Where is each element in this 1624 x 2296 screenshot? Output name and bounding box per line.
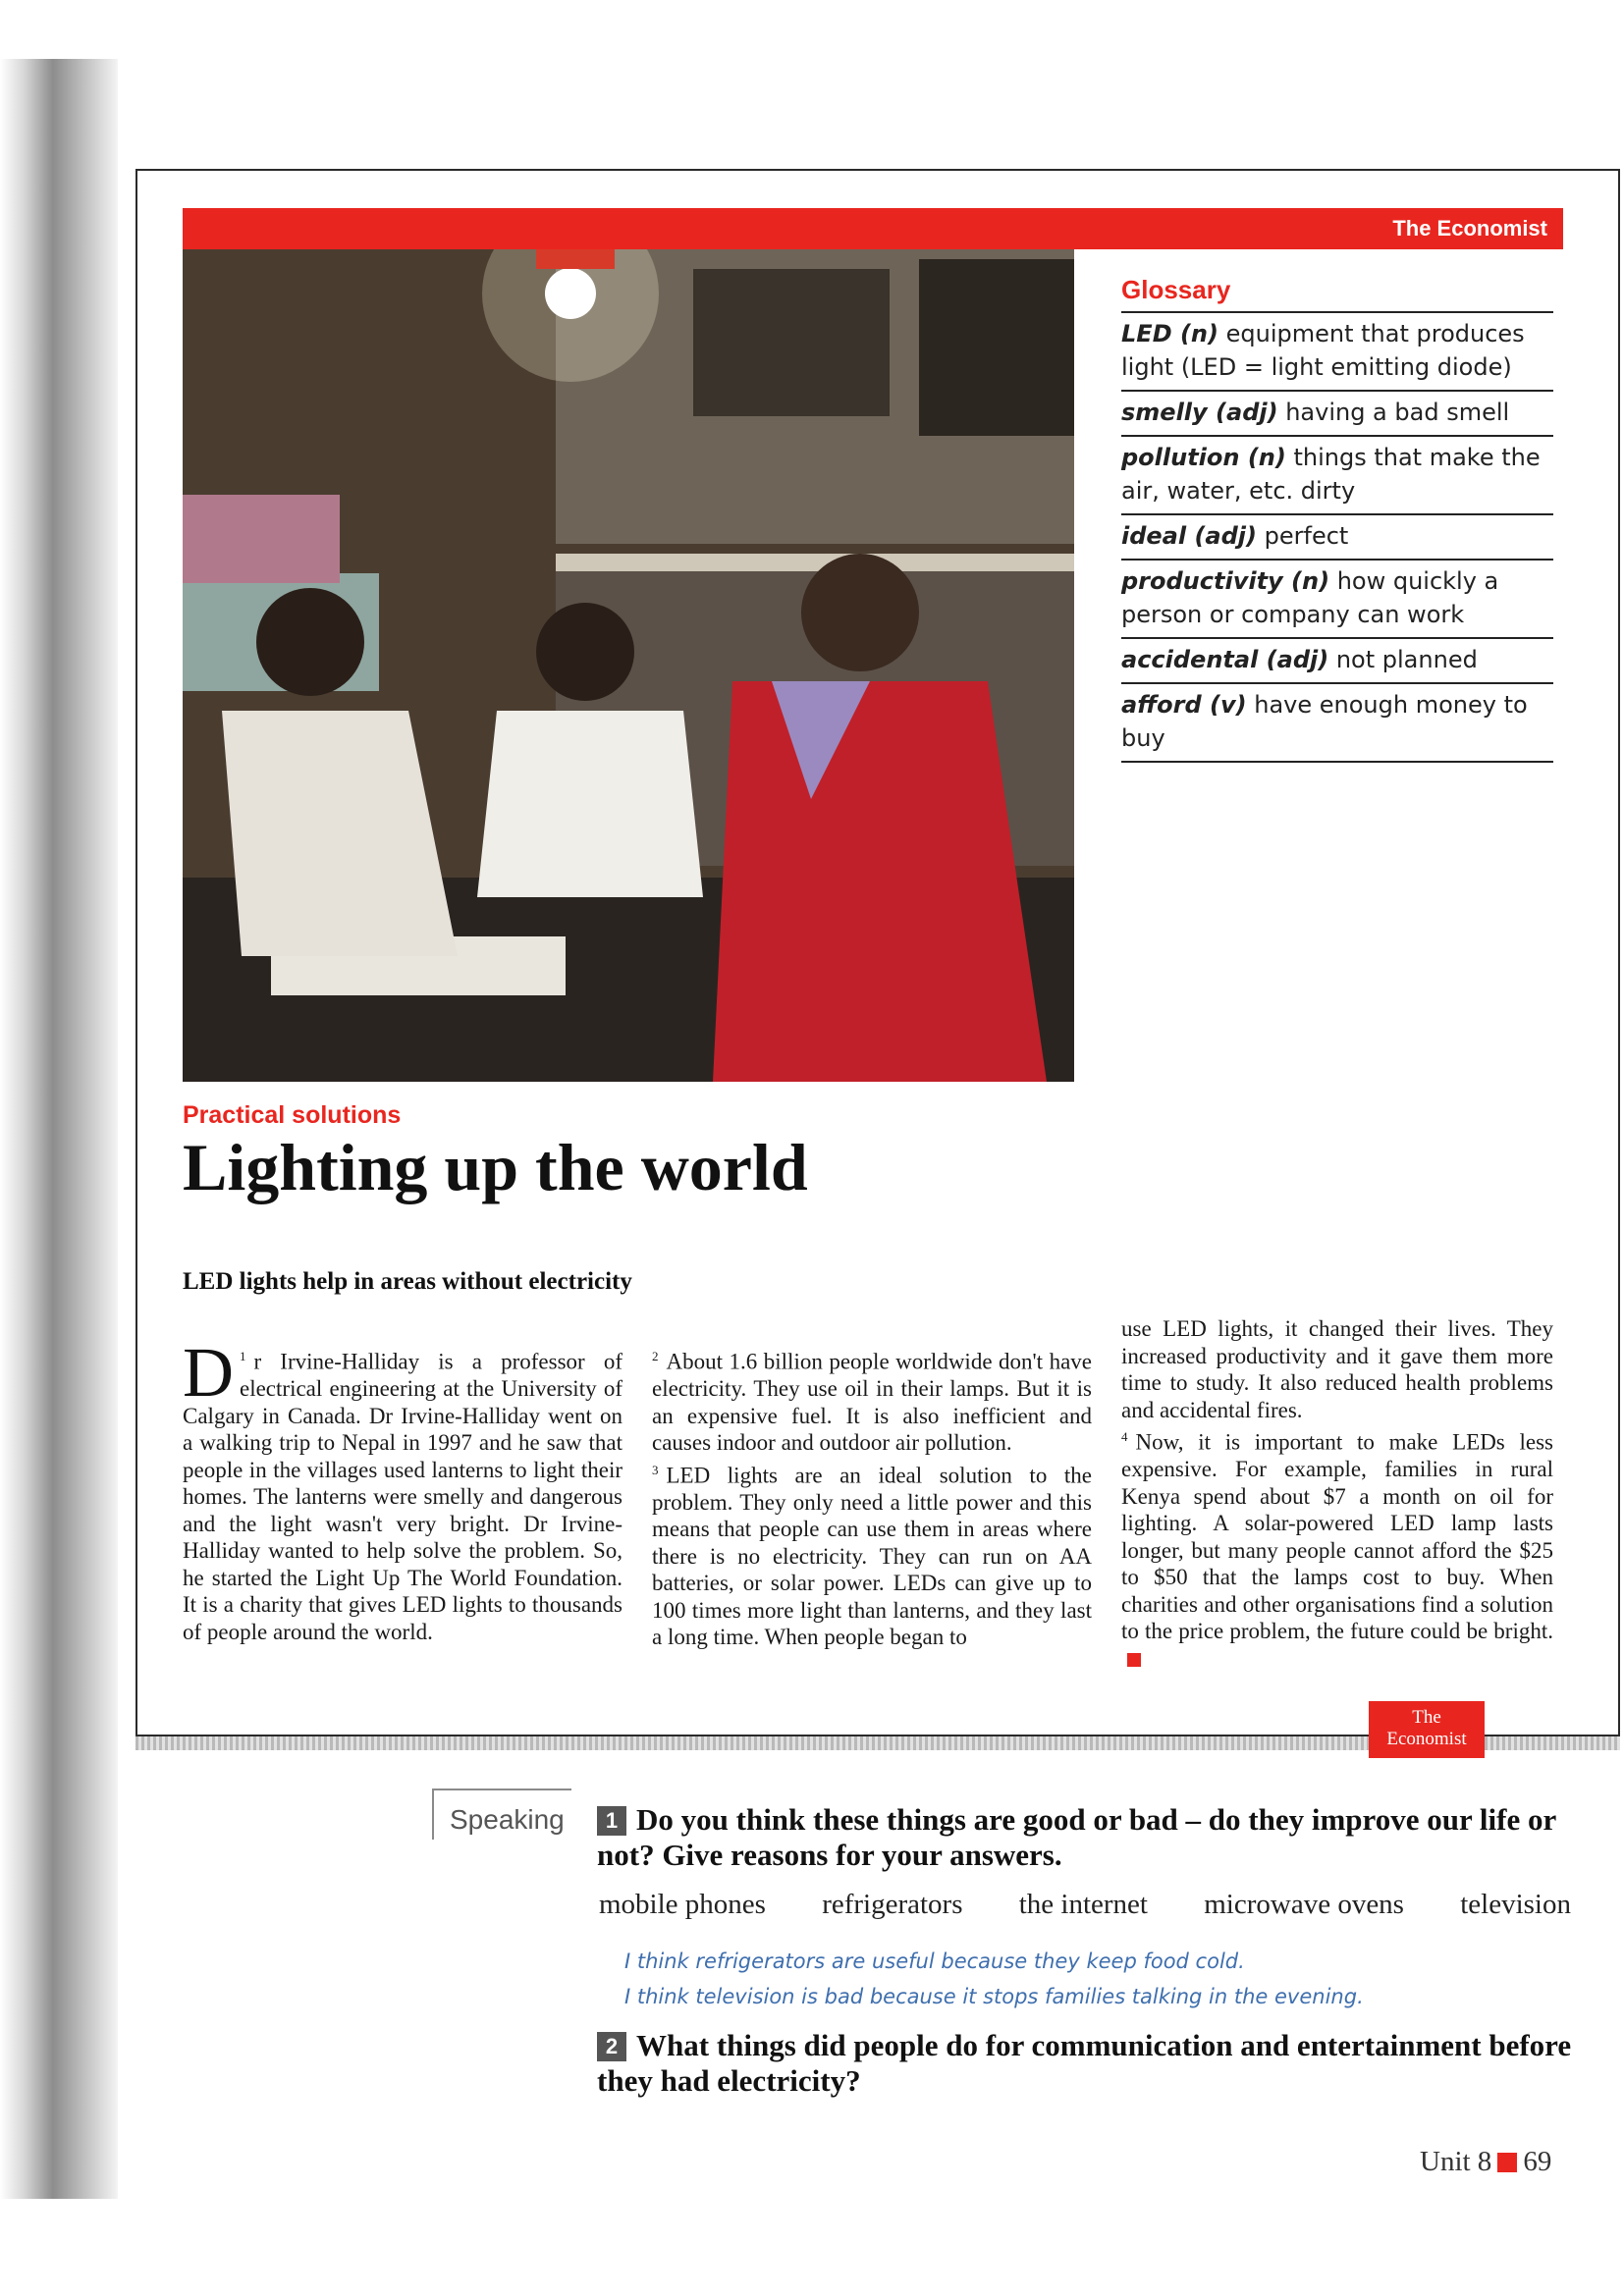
logo-line: Economist: [1386, 1729, 1467, 1749]
glossary-entry: [1121, 515, 1553, 561]
glossary-definition: equipment that produces light (LED = light emitting diode): [1121, 320, 1525, 381]
paragraph-text: use LED lights, it changed their lives. They increased productivity and it gave them more time to study. It also reduced health problems and accidental fires.: [1121, 1316, 1553, 1422]
discussion-item: refrigerators: [822, 1889, 963, 1920]
discussion-item: mobile phones: [599, 1889, 766, 1920]
paragraph-text: About 1.6 billion people worldwide don't have electricity. They use oil in their lamps. But it is an expensive fuel. It is also inefficient and causes indoor and outdoor air pollution.: [652, 1349, 1092, 1456]
glossary-entry: [1121, 437, 1553, 515]
glossary-term: afford (v): [1121, 691, 1247, 719]
glossary-term: pollution (n): [1121, 444, 1286, 471]
discussion-item: microwave ovens: [1204, 1889, 1404, 1920]
book-spine-shadow: [0, 59, 118, 2199]
end-mark-icon: [1127, 1653, 1141, 1667]
speaking-label: Speaking: [450, 1804, 565, 1835]
glossary-definition: things that make the air, water, etc. dirty: [1121, 444, 1541, 505]
economist-logo: [1369, 1701, 1485, 1758]
question-text: Do you think these things are good or bad – do they improve our life or not? Give reasons for your answers.: [597, 1802, 1556, 1872]
glossary-entry: [1121, 392, 1553, 437]
square-bullet-icon: [1497, 2153, 1517, 2172]
photo-icon: [183, 249, 1074, 1082]
article-kicker: Practical solutions: [183, 1101, 402, 1129]
discussion-item: television: [1460, 1889, 1571, 1920]
paragraph-4: [1121, 1423, 1553, 1672]
drop-cap: D: [183, 1333, 234, 1412]
glossary-entry: [1121, 313, 1553, 392]
glossary-term: LED (n): [1121, 320, 1218, 347]
glossary-title: Glossary: [1121, 275, 1553, 313]
paragraph-number: 1: [240, 1349, 246, 1363]
glossary-definition: how quickly a person or company can work: [1121, 567, 1499, 628]
glossary-definition: not planned: [1328, 646, 1478, 673]
paragraph-number: 2: [652, 1349, 659, 1363]
article-photo: [183, 249, 1074, 1082]
glossary-entry: [1121, 561, 1553, 639]
paragraph-text: LED lights are an ideal solution to the problem. They only need a little power and this means that people can use them in areas where there is no electricity. They can run on AA batteries, or solar power. LEDs can give up to 100 times more light than lanterns, and they last a long time. When people began to: [652, 1463, 1092, 1650]
glossary-definition: having a bad smell: [1277, 399, 1510, 426]
example-answer: I think refrigerators are useful because they keep food cold.: [624, 1949, 1245, 1973]
unit-label: Unit 8: [1420, 2146, 1492, 2177]
example-answers: [624, 1944, 1364, 2014]
glossary-term: accidental (adj): [1121, 646, 1329, 673]
paragraph-3: [652, 1457, 1092, 1651]
glossary-definition: have enough money to buy: [1121, 691, 1528, 752]
glossary-term: ideal (adj): [1121, 522, 1257, 550]
discussion-items: [599, 1889, 1571, 1921]
question-number: 2: [597, 2032, 626, 2061]
page-number: 69: [1523, 2146, 1552, 2177]
question-number: 1: [597, 1806, 626, 1836]
article-headline: Lighting up the world: [183, 1130, 808, 1204]
brand-name: The Economist: [1392, 216, 1547, 240]
paragraph-text: r Irvine-Halliday is a professor of electrical engineering at the University of Calgary in Canada. Dr Irvine-Halliday went on a walking trip to Nepal in 1997 and he saw that people in the villages used lanterns to light their homes. The lanterns were smelly and dangerous and the light wasn't very bright. Dr Irvine-Halliday wanted to help solve the problem. So, he started the Light Up The World Foundation. It is a charity that gives LED lights to thousands of people around the world.: [183, 1349, 623, 1644]
paragraph-3-continued: [1121, 1315, 1553, 1423]
question-text: What things did people do for communication and entertainment before they had electricity?: [597, 2028, 1572, 2098]
glossary-term: productivity (n): [1121, 567, 1330, 595]
glossary-entry: [1121, 684, 1553, 763]
paragraph-1: [183, 1333, 623, 1645]
question-1: [597, 1802, 1579, 1873]
page-footer: [1420, 2146, 1551, 2178]
logo-line: The: [1412, 1707, 1441, 1728]
paragraph-number: 3: [652, 1462, 659, 1477]
question-2: [597, 2028, 1579, 2099]
article-column-3: [1121, 1315, 1553, 1672]
discussion-item: the internet: [1018, 1889, 1148, 1920]
glossary: [1121, 275, 1553, 763]
glossary-entry: [1121, 639, 1553, 684]
article-standfirst: LED lights help in areas without electricity: [183, 1268, 632, 1295]
paragraph-2: [652, 1343, 1092, 1457]
article-column-2: [652, 1343, 1092, 1651]
paragraph-number: 4: [1121, 1429, 1128, 1444]
example-answer: I think television is bad because it stops families talking in the evening.: [624, 1985, 1364, 2008]
article-column-1: [183, 1333, 623, 1645]
paragraph-text: Now, it is important to make LEDs less expensive. For example, families in rural Kenya spend about $7 a month on oil for lighting. A solar-powered LED lamp lasts longer, but many people cannot afford the $25 to $50 that the lamps cost to buy. When charities and other organisations find a solution to the price problem, the future could be bright.: [1121, 1429, 1553, 1644]
header-bar: [183, 208, 1563, 249]
glossary-term: smelly (adj): [1121, 399, 1278, 426]
glossary-definition: perfect: [1257, 522, 1349, 550]
